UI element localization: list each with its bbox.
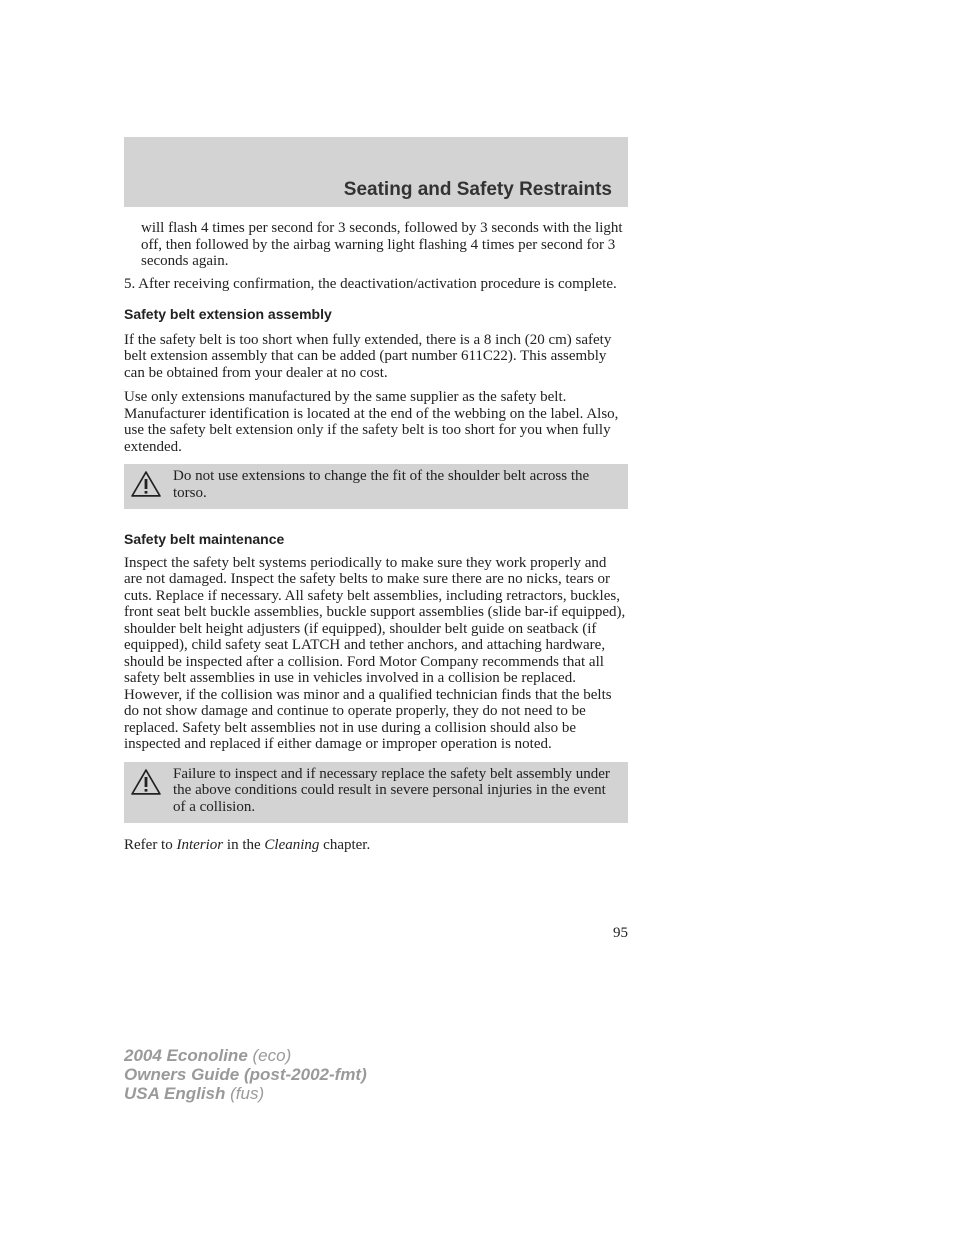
refer-paragraph [124,837,628,854]
footer-line-3 [124,1084,367,1103]
footer-language-code: (fus) [225,1084,265,1103]
extension-warning-box [124,464,628,509]
maintenance-warning-box [124,762,628,823]
extension-paragraph-2: Use only extensions manufactured by the same supplier as the safety belt. Manufacturer identification is located at the end of the webbing on the label. Also, use the safety belt extension only if the safety belt is too short for you when fully extended. [124,389,619,455]
extension-warning-text: Do not use extensions to change the fit of the shoulder belt across the torso. [173,468,590,501]
footer-line-2 [124,1065,367,1084]
extension-heading: Safety belt extension assembly [124,306,332,322]
section-title: Seating and Safety Restraints [343,179,612,200]
warning-triangle-icon [130,470,162,498]
section-header [124,137,628,207]
footer-guide: Owners Guide (post-2002-fmt) [124,1065,367,1084]
refer-cleaning-link: Cleaning [264,836,320,853]
refer-prefix: Refer to [124,836,177,853]
document-footer [124,1046,367,1103]
step-5-paragraph: 5. After receiving confirmation, the deactivation/activation procedure is complete. [124,275,617,292]
page-content [124,220,628,853]
warning-triangle-icon [130,768,162,796]
maintenance-warning-text: Failure to inspect and if necessary replace the safety belt assembly under the above conditions could result in severe personal injuries in the event of a collision. [173,765,610,815]
footer-language: USA English [124,1084,226,1103]
footer-model-code: (eco) [247,1046,292,1065]
continued-paragraph: will flash 4 times per second for 3 seconds, followed by 3 seconds with the light off, then followed by the airbag warning light flashing 4 times per second for 3 seconds again. [141,220,623,269]
maintenance-paragraph: Inspect the safety belt systems periodically to make sure they work properly and are not damaged. Inspect the safety belts to make sure there are no nicks, tears or cuts. Replace if necessary. All safety belt assemblies, including retractors, buckles, front seat belt buckle assemblies, buckle support assemblies (slide bar-if equipped), shoulder belt height adjusters (if equipped), shoulder belt guide on seatback (if equipped), child safety seat LATCH and tether anchors, and attaching hardware, should be inspected after a collision. Ford Motor Company recommends that all safety belt assemblies in use in vehicles involved in a collision be replaced. However, if the collision was minor and a qualified technician finds that the belts do not show damage and continue to operate properly, they do not need to be replaced. Safety belt assemblies not in use during a collision should also be inspected and replaced if either damage or improper operation is noted. [124,554,626,752]
extension-paragraph-1: If the safety belt is too short when fully extended, there is a 8 inch (20 cm) safety belt extension assembly that can be added (part number 611C22). This assembly can be obtained from your dealer at no cost. [124,331,612,381]
refer-middle: in the [223,836,265,853]
refer-interior-link: Interior [176,836,224,853]
maintenance-heading: Safety belt maintenance [124,531,285,547]
footer-model: 2004 Econoline [124,1046,248,1065]
page-number: 95 [613,925,628,941]
footer-line-1 [124,1046,367,1065]
refer-suffix: chapter. [319,836,371,853]
